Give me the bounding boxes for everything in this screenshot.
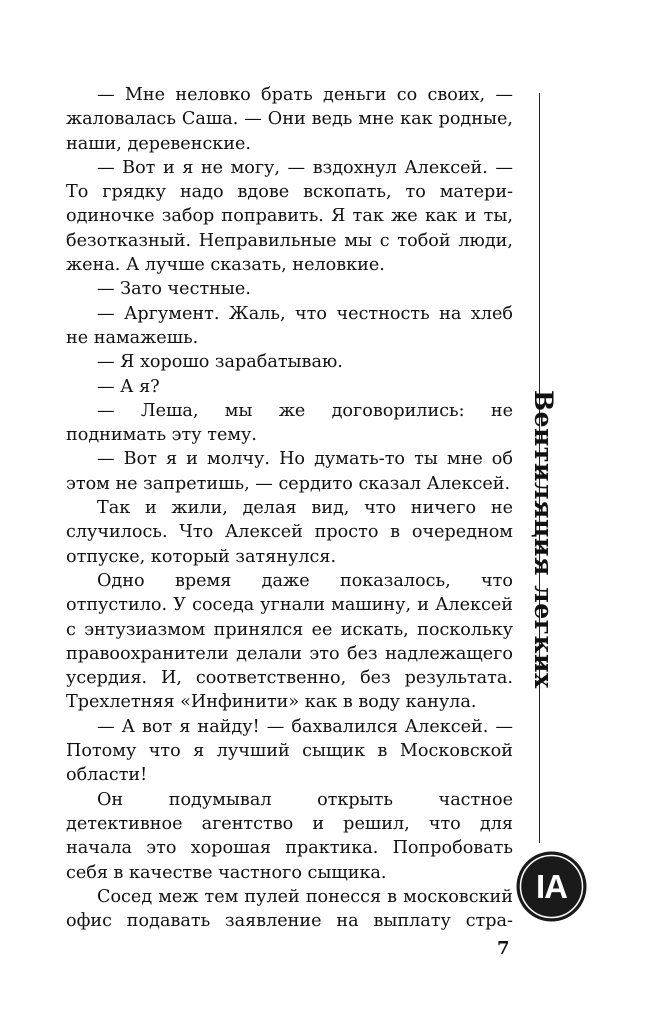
paragraph: — Леша, мы же договорились: не поднимать эту тему. bbox=[66, 400, 513, 446]
paragraph: Он подумывал открыть частное детективное агентство и решил, что для начала это хорошая практика. Попробовать себя в качестве частного сыщика. bbox=[66, 789, 513, 883]
paragraph: — Вот я и молчу. Но думать-то ты мне об этом не запретишь, — сердито сказал Алексей. bbox=[66, 449, 513, 494]
body-text bbox=[66, 83, 513, 933]
running-title: Вентиляция легких bbox=[529, 390, 558, 689]
paragraph: Одно время даже показалось, что отпустило. У соседа угнали машину, и Алексей с энтузиазмом принялся ее искать, поскольку правоохранители делали это без надлежащего усердия. И, соответственно, без результата. Трехлетняя «Инфинити» как в воду канула. bbox=[66, 570, 513, 713]
paragraph: — А я? bbox=[97, 376, 160, 397]
paragraph: — Зато честные. bbox=[97, 279, 251, 300]
publisher-logo-icon bbox=[515, 850, 588, 923]
paragraph: — Мне неловко брать деньги со своих, — жаловалась Саша. — Они ведь мне как родные, наши, деревенские. bbox=[66, 85, 513, 154]
paragraph: Сосед меж тем пулей понесся в московский офис подавать заявление на выплату стра- bbox=[66, 886, 513, 932]
page-number: 7 bbox=[497, 938, 510, 959]
paragraph: — А вот я найду! — бахвалился Алексей. — Потому что я лучший сыщик в Московской области! bbox=[66, 716, 513, 786]
paragraph: — Вот и я не могу, — вздохнул Алексей. — То грядку надо вдове вскопать, то матери-одиночке забор поправить. Я так же как и ты, безотказный. Неправильные мы с тобой люди, жена. А лучше сказать, неловкие. bbox=[66, 157, 513, 276]
logo-text: IA bbox=[536, 868, 567, 905]
paragraph: — Аргумент. Жаль, что честность на хлеб не намажешь. bbox=[66, 303, 513, 348]
paragraph: — Я хорошо зарабатываю. bbox=[97, 352, 343, 373]
paragraph: Так и жили, делая вид, что ничего не случилось. Что Алексей просто в очередном отпуске, который затянулся. bbox=[66, 498, 513, 567]
